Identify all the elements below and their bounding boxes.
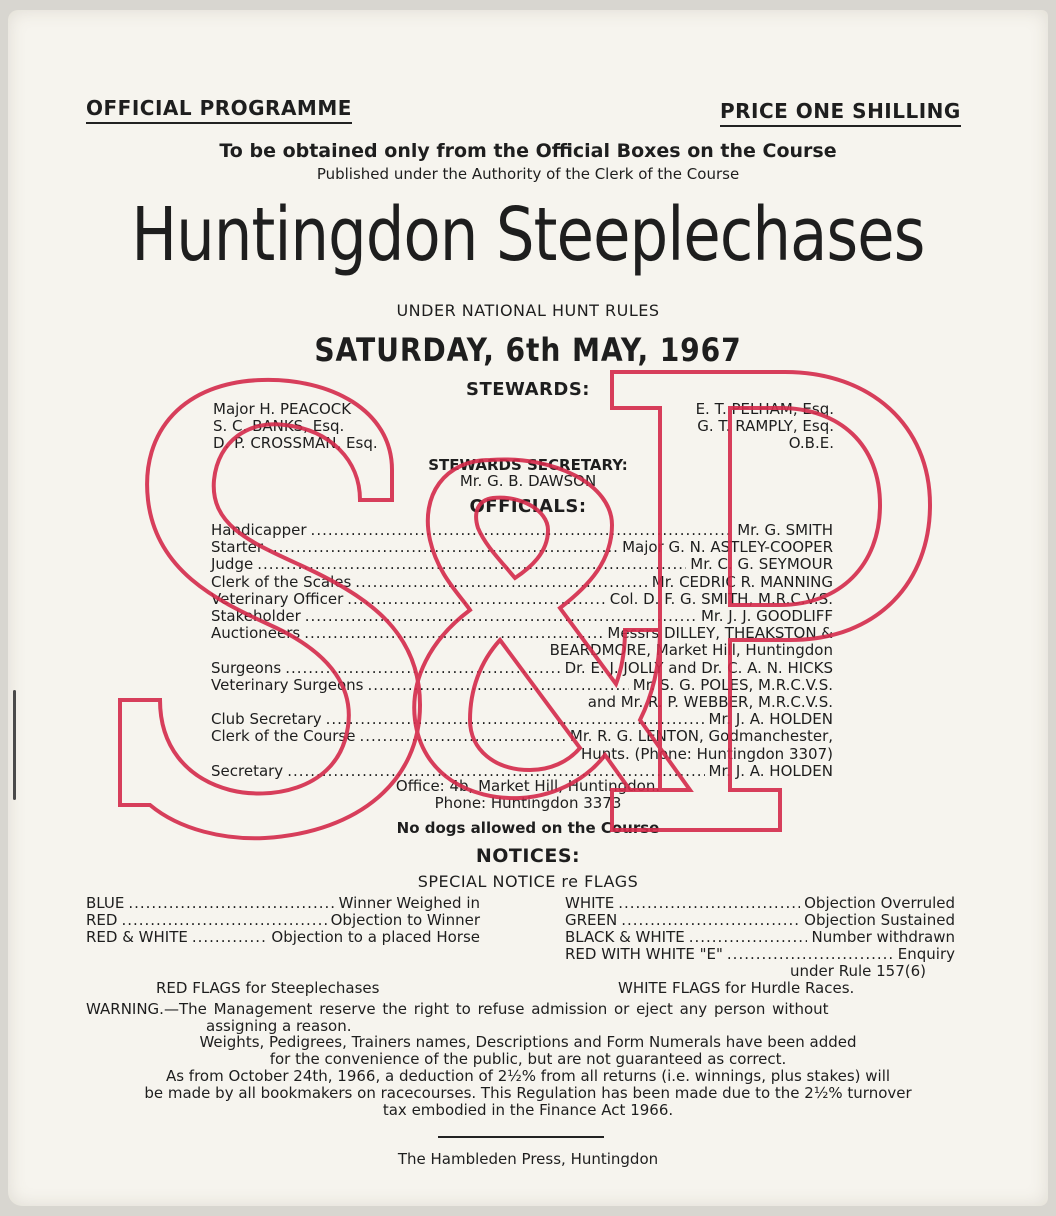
flag-row: [86, 928, 480, 946]
dot-leader: [326, 710, 705, 728]
flag-meaning: Objection Overruled: [804, 894, 955, 912]
obtain-line: To be obtained only from the Official Boxes on the Course: [219, 140, 837, 162]
official-row: [211, 538, 833, 556]
special-notice: SPECIAL NOTICE re FLAGS: [417, 872, 639, 891]
printer-credit: The Hambleden Press, Huntingdon: [397, 1150, 659, 1168]
official-row: [211, 590, 833, 608]
steward-right-1: E. T. PELHAM, Esq.: [695, 400, 834, 418]
flag-name: RED & WHITE: [86, 928, 188, 946]
steward-left-2: S. C. BANKS, Esq.: [213, 417, 345, 435]
flag-name: RED: [86, 911, 118, 929]
official-role: Starter: [211, 538, 264, 557]
flag-row: [565, 928, 955, 946]
flag-name: BLUE: [86, 894, 125, 912]
official-row: Hunts. (Phone: Huntingdon 3307): [580, 744, 833, 763]
official-name: Dr. E. J. JOLLY and Dr. C. A. N. HICKS: [564, 658, 833, 677]
dot-leader: [618, 894, 800, 912]
flag-row: [86, 894, 480, 912]
steward-right-3: O.B.E.: [788, 434, 834, 452]
official-role: Surgeons: [211, 658, 282, 677]
official-row: [211, 607, 833, 625]
dot-leader: [128, 894, 334, 912]
steward-left-1: Major H. PEACOCK: [213, 400, 352, 418]
flag-name: WHITE: [565, 894, 615, 912]
page-title: Huntingdon Steeplechases: [131, 192, 925, 278]
official-role: Clerk of the Scales: [211, 572, 352, 591]
flag-name: BLACK & WHITE: [565, 928, 685, 946]
dot-leader: [257, 555, 686, 573]
flag-meaning: Objection to Winner: [330, 911, 480, 929]
flag-meaning: Objection Sustained: [804, 911, 955, 929]
dot-leader: [727, 945, 894, 963]
weights-line-2: for the convenience of the public, but are not guaranteed as correct.: [269, 1050, 787, 1068]
no-dogs-notice: No dogs allowed on the Course: [396, 819, 660, 837]
official-name: Major G. N. ASTLEY-COOPER: [622, 538, 833, 557]
dot-leader: [305, 607, 697, 625]
steward-right-2: G. T. RAMPLY, Esq.: [697, 417, 834, 435]
dot-leader: [359, 727, 565, 745]
published-line: Published under the Authority of the Clerk of the Course: [316, 165, 740, 183]
official-row: and Mr. R. P. WEBBER, M.R.C.V.S.: [587, 693, 833, 711]
dot-leader: [355, 573, 648, 591]
official-role: Handicapper: [211, 521, 307, 539]
dot-leader: [285, 659, 560, 677]
flag-row: under Rule 157(6): [790, 962, 926, 980]
dot-leader: [304, 624, 603, 642]
official-name: Mr. S. G. POLES, M.R.C.V.S.: [632, 675, 833, 694]
tax-line-3: tax embodied in the Finance Act 1966.: [382, 1101, 674, 1119]
official-name: Mr. R. G. LENTON, Godmanchester,: [569, 727, 833, 746]
official-role: Stakeholder: [211, 607, 301, 625]
official-name: Col. D. F. G. SMITH, M.R.C.V.S.: [609, 589, 833, 608]
official-role: Veterinary Surgeons: [211, 675, 364, 694]
official-row: [211, 521, 833, 539]
stewards-heading: STEWARDS:: [466, 379, 590, 400]
white-flags-note: WHITE FLAGS for Hurdle Races.: [618, 979, 855, 997]
official-role: Club Secretary: [211, 710, 322, 729]
official-row: [211, 727, 833, 745]
official-name: Mr. CEDRIC R. MANNING: [651, 572, 833, 591]
footer-rule: [438, 1136, 604, 1138]
tax-line-2: be made by all bookmakers on racecourses. This Regulation has been made due to the 2½% turnover: [144, 1084, 912, 1102]
steward-left-3: D. P. CROSSMAN, Esq.: [213, 434, 378, 452]
official-role: Auctioneers: [211, 624, 301, 643]
dot-leader: [347, 590, 606, 608]
official-programme-heading: OFFICIAL PROGRAMME: [86, 96, 352, 124]
official-name: Messrs DILLEY, THEAKSTON &: [607, 624, 833, 643]
dot-leader: [192, 928, 268, 946]
warning-line-2: assigning a reason.: [206, 1017, 352, 1035]
official-row: BEARDMORE, Market Hill, Huntingdon: [549, 641, 833, 660]
notices-heading: NOTICES:: [475, 845, 581, 867]
warning-line-1: WARNING.—The Management reserve the right to refuse admission or eject any person without: [86, 1000, 829, 1018]
official-row: [211, 710, 833, 728]
official-row: [211, 676, 833, 694]
flag-meaning: Objection to a placed Horse: [271, 928, 480, 946]
official-name: Mr. G. SMITH: [737, 521, 833, 539]
flag-meaning: Winner Weighed in: [338, 894, 480, 912]
flag-row: [86, 911, 480, 929]
official-name: Mr. J. J. GOODLIFF: [700, 607, 833, 625]
officials-heading: OFFICIALS:: [469, 496, 587, 517]
rules-line: UNDER NATIONAL HUNT RULES: [396, 301, 660, 320]
official-role: Judge: [211, 555, 254, 574]
price-heading: PRICE ONE SHILLING: [720, 99, 961, 127]
event-date: SATURDAY, 6th MAY, 1967: [314, 331, 742, 369]
dot-leader: [367, 676, 628, 694]
dot-leader: [267, 538, 618, 556]
stewards-secretary-heading: STEWARDS SECRETARY:: [428, 456, 628, 474]
flag-name: GREEN: [565, 911, 618, 929]
dot-leader: [689, 928, 808, 946]
official-role: Secretary: [211, 761, 284, 780]
weights-line-1: Weights, Pedigrees, Trainers names, Descriptions and Form Numerals have been added: [199, 1033, 857, 1051]
stewards-secretary: Mr. G. B. DAWSON: [459, 472, 597, 490]
dot-leader: [311, 521, 734, 539]
official-row: [211, 624, 833, 642]
office-phone: Phone: Huntingdon 3373: [434, 794, 622, 812]
dot-leader: [621, 911, 800, 929]
flag-meaning: Enquiry: [897, 945, 955, 963]
official-name: Mr. J. A. HOLDEN: [708, 710, 833, 729]
flag-row: [565, 945, 955, 963]
official-row: [211, 659, 833, 677]
tax-line-1: As from October 24th, 1966, a deduction of 2½% from all returns (i.e. winnings, plus stakes) will: [165, 1067, 891, 1085]
dot-leader: [121, 911, 326, 929]
official-name: Mr. C. G. SEYMOUR: [690, 555, 833, 574]
flag-name: RED WITH WHITE "E": [565, 945, 723, 963]
official-row: [211, 555, 833, 573]
official-row: [211, 573, 833, 591]
flag-row: [565, 911, 955, 929]
flag-row: [565, 894, 955, 912]
official-name: Mr. J. A. HOLDEN: [708, 761, 833, 780]
office-address: Office: 4b, Market Hill, Huntingdon.: [395, 777, 661, 795]
red-flags-note: RED FLAGS for Steeplechases: [156, 979, 380, 997]
official-role: Clerk of the Course: [211, 727, 356, 746]
official-role: Veterinary Officer: [211, 589, 344, 608]
flag-meaning: Number withdrawn: [811, 928, 955, 946]
